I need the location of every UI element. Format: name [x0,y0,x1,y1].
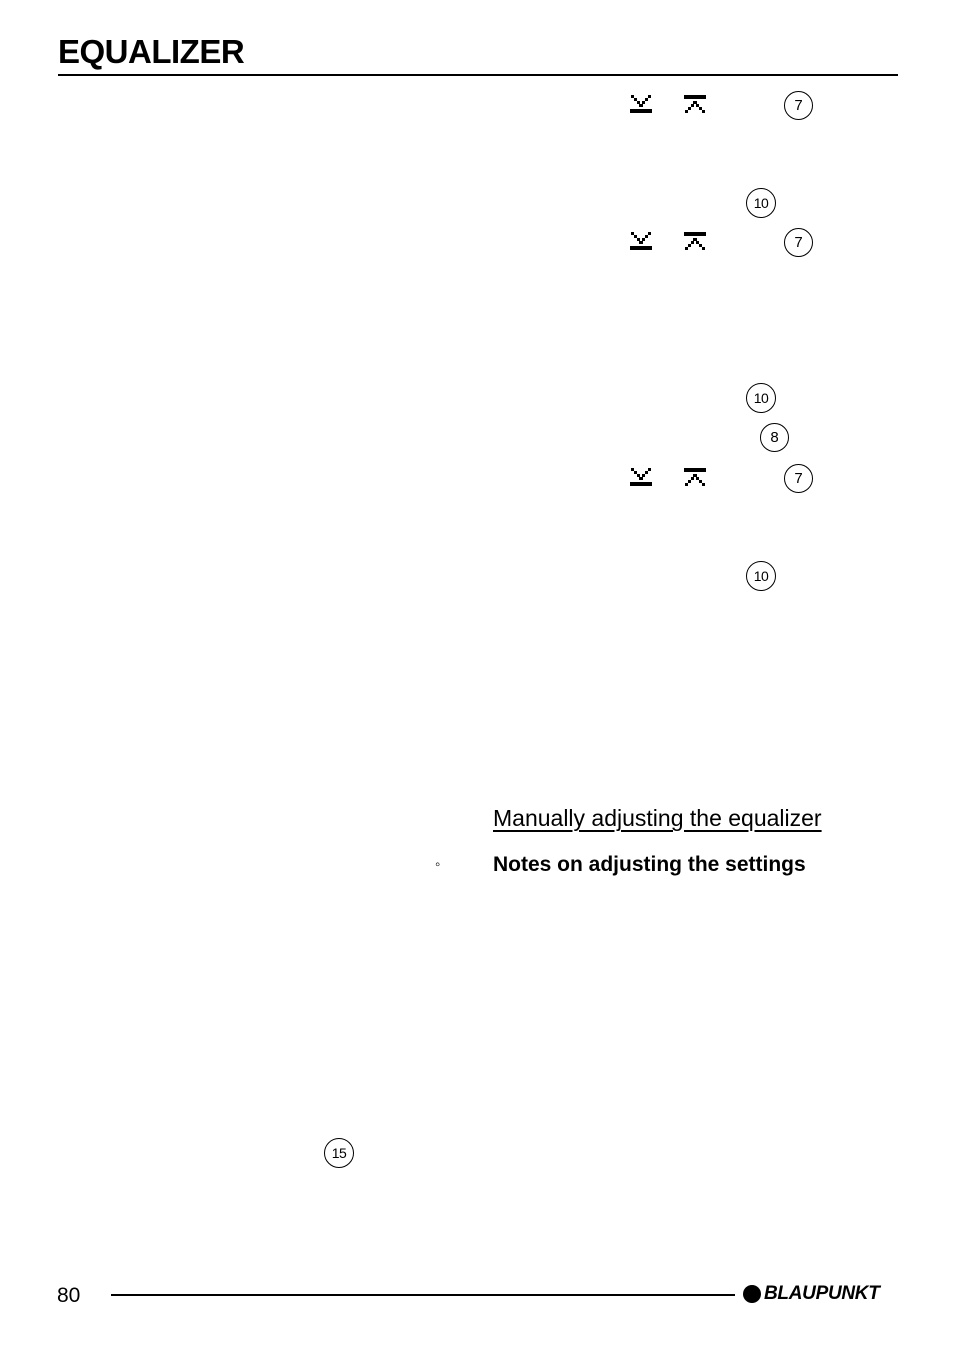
footer-divider [111,1294,735,1296]
button-reference-10: 10 [746,383,776,413]
button-reference-10: 10 [746,561,776,591]
notes-subheading: Notes on adjusting the settings [493,853,806,876]
brand-name: BLAUPUNKT [764,1283,880,1304]
brand-dot-icon [743,1285,761,1303]
button-reference-8: 8 [760,423,789,452]
button-reference-7: 7 [784,464,813,493]
arrow-down-icon [630,95,652,115]
brand-logo [743,1282,880,1306]
button-reference-10: 10 [746,188,776,218]
page-number: 80 [57,1284,81,1307]
arrow-down-icon [630,468,652,488]
arrow-up-icon [684,468,706,488]
button-reference-15: 15 [324,1138,354,1168]
bullet-icon: ◦ [435,856,441,873]
arrow-up-icon [684,232,706,252]
header-divider [58,74,898,76]
button-reference-7: 7 [784,228,813,257]
arrow-down-icon [630,232,652,252]
section-heading: Manually adjusting the equalizer [493,805,822,831]
arrow-up-icon [684,95,706,115]
page-title: EQUALIZER [58,33,245,70]
button-reference-7: 7 [784,91,813,120]
